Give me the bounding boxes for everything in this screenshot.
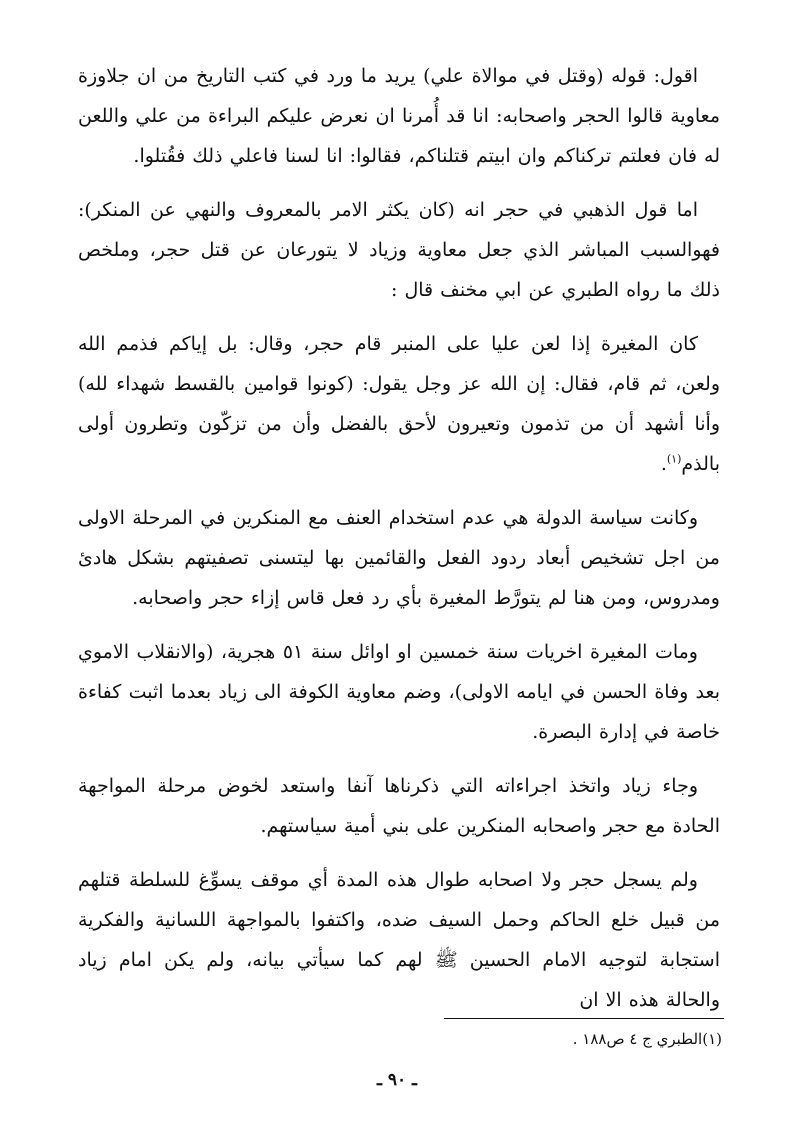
paragraph-7: ولم يسجل حجر ولا اصحابه طوال هذه المدة أي موقف يسوِّغ للسلطة قتلهم من قبيل خلع الحاكم وحمل السيف ضده، واكتفوا بالمواجهة اللسانية والفكرية استجابة لتوجيه الامام الحسين ﷺ لهم كما سيأتي بيانه، ولم يكن امام زياد والحالة هذه الا ان bbox=[78, 869, 720, 1011]
paragraph-1: اقول: قوله (وقتل في موالاة علي) يريد ما ورد في كتب التاريخ من ان جلاوزة معاوية قالوا الحجر واصحابه: انا قد أُمرنا ان نعرض عليكم البراءة من علي واللعن له فان فعلتم تركناكم وان ابيتم قتلناكم، فقالوا: انا لسنا فاعلي ذلك فقُتلوا. bbox=[78, 65, 720, 167]
footnote-divider bbox=[444, 1018, 724, 1019]
footnote: (١)الطبري ج ٤ ص١٨٨ . bbox=[572, 1030, 722, 1048]
paragraph-3-text: كان المغيرة إذا لعن عليا على المنبر قام حجر، وقال: بل إياكم فذمم الله ولعن، ثم قام، فقال: إن الله عز وجل يقول: (كونوا قوامين بالقسط شهداء لله) وأنا أشهد أن من تذمون وتعيرون لأحق بالفضل وأن من تزكّون وتطرون أولى بالذم bbox=[78, 333, 720, 475]
page-body bbox=[78, 56, 720, 1020]
footnote-reference[interactable]: (١) bbox=[666, 452, 682, 466]
paragraph-6: وجاء زياد واتخذ اجراءاته التي ذكرناها آنفا واستعد لخوض مرحلة المواجهة الحادة مع حجر واصحابه المنكرين على بني أمية سياستهم. bbox=[78, 775, 720, 837]
paragraph-3 bbox=[78, 324, 720, 484]
paragraph-4: وكانت سياسة الدولة هي عدم استخدام العنف مع المنكرين في المرحلة الاولى من اجل تشخيص أبعاد ردود الفعل والقائمين بها ليتسنى تصفيتهم بشكل هادئ ومدروس، ومن هنا لم يتورَّط المغيرة بأي رد فعل قاس إزاء حجر واصحابه. bbox=[78, 507, 720, 609]
paragraph-2: اما قول الذهبي في حجر انه (كان يكثر الامر بالمعروف والنهي عن المنكر): فهوالسبب المباشر الذي جعل معاوية وزياد لا يتورعان عن قتل حجر، وملخص ذلك ما رواه الطبري عن ابي مخنف قال : bbox=[78, 199, 720, 301]
paragraph-3-end: . bbox=[660, 453, 667, 475]
page-number: ـ ٩٠ ـ bbox=[376, 1070, 418, 1090]
paragraph-5: ومات المغيرة اخريات سنة خمسين او اوائل سنة ٥١ هجرية، (والانقلاب الاموي بعد وفاة الحسن في ايامه الاولى)، وضم معاوية الكوفة الى زياد بعدما اثبت كفاءة خاصة في إدارة البصرة. bbox=[78, 641, 720, 743]
